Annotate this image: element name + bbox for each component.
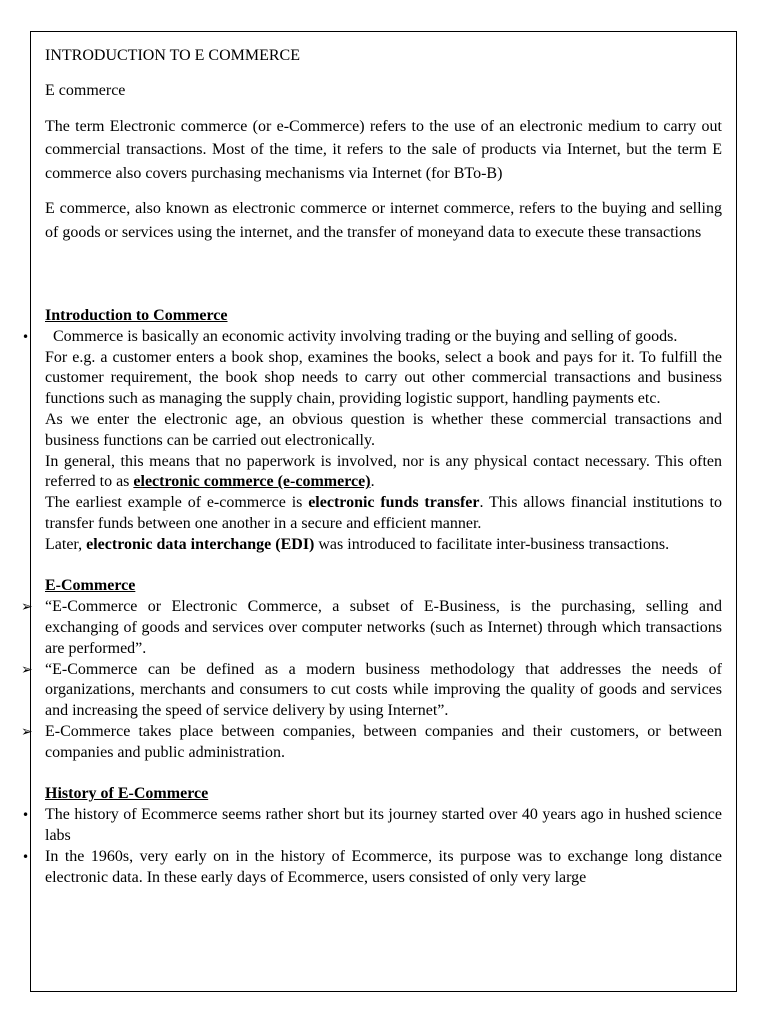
commerce-example-text: For e.g. a customer enters a book shop, examines the books, select a book and pays for it. To fulfill the customer requirement, the book shop needs to carry out other commercial transactions and business functions such as managing the supply chain, providing logistic support, handling payments etc. — [45, 348, 722, 408]
edi-term: electronic data interchange (EDI) — [86, 535, 315, 553]
document-subtitle: E commerce — [45, 81, 126, 99]
ecommerce-definition-item: ➢ E-Commerce takes place between companies, between companies and their customers, or between companies and public administration. — [21, 723, 722, 761]
document-body — [21, 46, 723, 888]
document-title: INTRODUCTION TO E COMMERCE — [45, 47, 300, 64]
commerce-bullet-text: Commerce is basically an economic activity involving trading or the buying and selling of goods. — [45, 327, 678, 345]
heading-e-commerce: E-Commerce — [45, 577, 136, 595]
bullet-icon: • — [22, 329, 30, 344]
ecommerce-definition-item: ➢ “E-Commerce or Electronic Commerce, a subset of E-Business, is the purchasing, selling and exchanging of goods and services over computer networks (such as Internet) through which transactions are performed”. — [21, 598, 722, 657]
intro-paragraph-1: The term Electronic commerce (or e-Commerce) refers to the use of an electronic medium to carry out commercial transactions. Most of the time, it refers to the sale of products via Internet, but the term E commerce also covers purchasing mechanisms via Internet (for BTo-B) — [45, 117, 722, 182]
commerce-general-text: In general, this means that no paperwork is involved, nor is any physical contact necessary. This often referred to as electronic commerce (e-commerce). — [45, 452, 722, 491]
bullet-icon: • — [22, 849, 30, 864]
commerce-earliest-text: The earliest example of e-commerce is electronic funds transfer. This allows financial institutions to transfer funds between one another in a secure and efficient manner. — [45, 494, 723, 533]
arrow-bullet-icon: ➢ — [21, 724, 33, 741]
heading-introduction-to-commerce: Introduction to Commerce — [45, 307, 228, 325]
commerce-electronic-age-text: As we enter the electronic age, an obvious question is whether these commercial transactions and business functions can be carried out electronically. — [45, 411, 722, 449]
commerce-edi-text: Later, electronic data interchange (EDI) was introduced to facilitate inter-business transactions. — [45, 535, 670, 553]
bullet-icon: • — [22, 808, 30, 823]
arrow-bullet-icon: ➢ — [21, 599, 33, 616]
ecommerce-term-link: electronic commerce (e-commerce) — [133, 473, 371, 491]
history-bullet-item: • The history of Ecommerce seems rather short but its journey started over 40 years ago in hushed science labs — [22, 806, 722, 845]
commerce-bullet-item — [22, 327, 722, 348]
ecommerce-definition-item: ➢ “E-Commerce can be defined as a modern business methodology that addresses the needs of organizations, merchants and consumers to cut costs while improving the quality of goods and services and increasing the speed of service delivery by using Internet”. — [21, 660, 722, 720]
eft-term: electronic funds transfer — [308, 494, 480, 512]
heading-history-of-e-commerce: History of E-Commerce — [45, 785, 209, 803]
history-bullet-item: • In the 1960s, very early on in the history of Ecommerce, its purpose was to exchange long distance electronic data. In these early days of Ecommerce, users consisted of only very large — [22, 847, 722, 886]
arrow-bullet-icon: ➢ — [21, 661, 33, 678]
intro-paragraph-2: E commerce, also known as electronic commerce or internet commerce, refers to the buying and selling of goods or services using the internet, and the transfer of moneyand data to execute these transactions — [45, 200, 722, 241]
